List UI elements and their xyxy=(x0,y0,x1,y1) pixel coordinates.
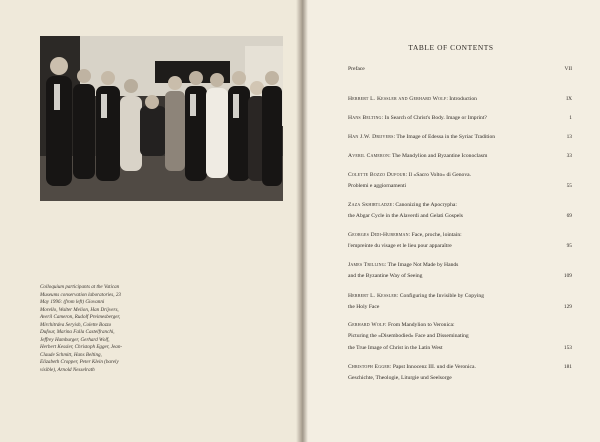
toc-entry-title: : Face, proche, lointain: xyxy=(408,232,462,238)
toc-entry-line: the Abgar Cycle in the Alaverdi and Gelati Gospels xyxy=(348,213,463,220)
toc-entry xyxy=(348,362,570,385)
toc-entry-line: Preface xyxy=(348,66,365,72)
toc-entry xyxy=(348,291,570,314)
toc-entry-title: : Introduction xyxy=(446,96,477,102)
toc-entry-title: : The Image Not Made by Hands xyxy=(384,262,459,268)
toc-author: Colette Bozzo Dufour xyxy=(348,172,406,178)
toc-entry xyxy=(348,260,570,283)
toc-author: Herbert L. Kessler and Gerhard Wolf xyxy=(348,96,447,102)
caption-line: Dufour, Marina Falla Castelfranchi, xyxy=(40,329,115,336)
toc-entry xyxy=(348,200,570,223)
toc-entry-line: Picturing the «Disembodied» Face and Disseminating xyxy=(348,333,469,340)
caption-line: Herbert Kessler, Christoph Egger, Jean- xyxy=(40,344,123,351)
toc-page-number: 153 xyxy=(563,344,572,351)
caption-line: Claude Schmitt, Hans Belting, xyxy=(40,351,102,358)
toc-author: Georges Didi-Huberman xyxy=(348,232,409,238)
toc-author: Zaza Skhirtladze xyxy=(348,202,393,208)
toc-entry xyxy=(348,320,570,354)
toc-entry-line: the Holy Face xyxy=(348,304,380,311)
toc-page-number: 33 xyxy=(566,153,572,159)
toc-author: Hans Belting xyxy=(348,115,382,121)
toc-page-number: 69 xyxy=(566,213,572,220)
book-gutter xyxy=(296,0,308,442)
group-photo xyxy=(40,36,283,201)
toc-author: James Trilling xyxy=(348,262,385,268)
toc-entry xyxy=(348,170,570,193)
group-photo-image xyxy=(40,36,283,201)
caption-line: Jeffrey Hamburger, Gerhard Wolf, xyxy=(40,336,110,343)
toc-page-number: 1 xyxy=(569,115,572,121)
toc-page-number: 109 xyxy=(563,273,572,280)
toc-entry xyxy=(348,94,570,105)
toc-page-number: IX xyxy=(566,96,572,102)
photo-caption xyxy=(40,284,162,375)
toc-entry-line: Geschichte, Theologie, Liturgie und Seelsorge xyxy=(348,375,452,382)
toc-entry-line: l'empreinte du visage et le lieu pour apparaître xyxy=(348,243,452,250)
toc-author: Herbert L. Kessler xyxy=(348,293,397,299)
toc-entry-title: : Configuring the Invisible by Copying xyxy=(396,293,485,299)
caption-line: May 1996: (from left) Giovanni xyxy=(40,299,105,306)
toc-entry xyxy=(348,113,570,124)
toc-entry-title: : From Mandylion to Veronica: xyxy=(385,322,455,328)
toc-page-number: 13 xyxy=(566,134,572,140)
caption-line: Averil Cameron, Rudolf Preimesberger, xyxy=(40,314,121,321)
toc-entry xyxy=(348,64,570,75)
toc-entry-line: the True Image of Christ in the Latin West xyxy=(348,344,443,351)
toc-page-number: 95 xyxy=(566,243,572,250)
toc-entry-line: and the Byzantine Way of Seeing xyxy=(348,273,423,280)
right-page xyxy=(302,0,600,442)
toc-entry xyxy=(348,230,570,253)
toc-page-number: 181 xyxy=(563,364,572,371)
toc-entry xyxy=(348,151,570,162)
caption-line: Morello, Walter Melion, Han Drijvers, xyxy=(40,306,119,313)
caption-line: Mirchitrdea Seryish, Colette Bozzo xyxy=(40,321,112,328)
caption-line: Colloquium participants at the Vatican xyxy=(40,284,120,290)
toc-title: TABLE OF CONTENTS xyxy=(408,43,494,52)
toc-author: Gerhard Wolf xyxy=(348,322,386,328)
caption-line: Elizabeth Cropper, Peter Klein (barely xyxy=(40,359,119,366)
caption-line: Museums conservation laboratories, 23 xyxy=(40,291,121,298)
toc-entry-title: : In Search of Christ's Body. Image or Imprint? xyxy=(381,115,487,121)
toc-entry-title: : Il «Sacro Volto» di Genova. xyxy=(405,172,471,178)
toc-entry-title: : The Image of Edessa in the Syriac Tradition xyxy=(393,134,496,140)
caption-line: visible), Arnold Nesselrath xyxy=(40,367,95,374)
toc-entry-line: Problemi e aggiornamenti xyxy=(348,183,407,190)
toc-author: Averil Cameron xyxy=(348,153,390,159)
toc-entry-title: : The Mandylion and Byzantine Iconoclasm xyxy=(389,153,488,159)
toc-author: Han J.W. Drijvers xyxy=(348,134,394,140)
toc-page-number: 129 xyxy=(563,304,572,311)
toc-author: Christoph Egger xyxy=(348,364,390,370)
toc-page-number: 55 xyxy=(566,183,572,190)
toc-entry xyxy=(348,132,570,143)
toc-page-number: VII xyxy=(564,66,572,72)
toc-entry-title: : Papst Innocenz III. und die Veronica. xyxy=(389,364,476,370)
toc-entry-title: : Canonizing the Apocrypha: xyxy=(392,202,457,208)
